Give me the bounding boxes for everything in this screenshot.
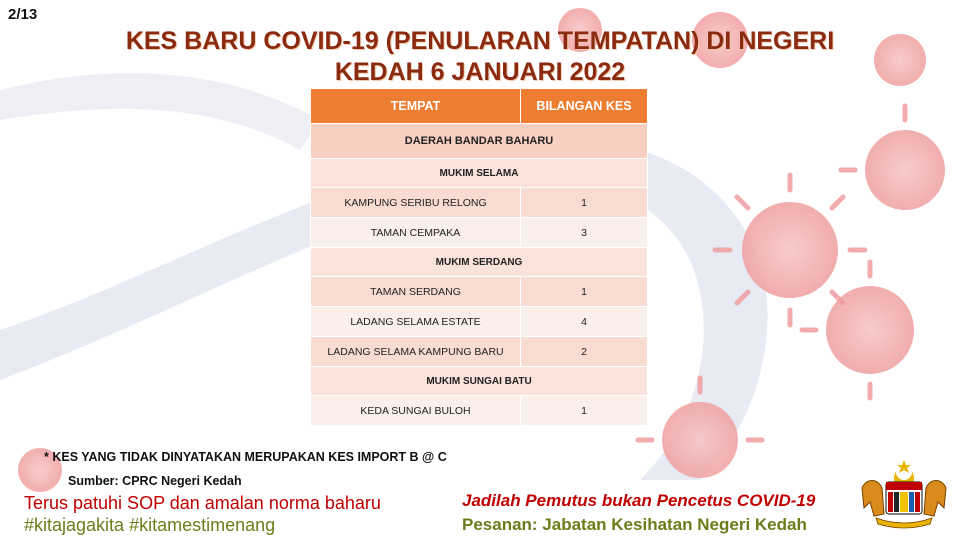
table-row [311, 277, 648, 307]
table-header-row [311, 89, 648, 124]
case-count: 1 [521, 188, 648, 218]
table-row [311, 307, 648, 337]
place-name: TAMAN SERDANG [311, 277, 521, 307]
sop-reminder: Terus patuhi SOP dan amalan norma baharu [24, 493, 381, 513]
district-name: DAERAH BANDAR BAHARU [311, 124, 648, 159]
case-count: 1 [521, 277, 648, 307]
place-name: KAMPUNG SERIBU RELONG [311, 188, 521, 218]
table-row [311, 396, 648, 426]
title-line-1: KES BARU COVID-19 (PENULARAN TEMPATAN) DI NEGERI [125, 27, 835, 55]
header-cases: BILANGAN KES [521, 89, 648, 124]
mukim-row [311, 159, 648, 188]
table-row [311, 337, 648, 367]
case-count: 4 [521, 307, 648, 337]
page-number: 2/13 [8, 6, 38, 23]
cases-table [310, 88, 648, 426]
mukim-name: MUKIM SELAMA [311, 159, 648, 188]
place-name: TAMAN CEMPAKA [311, 218, 521, 248]
source-text: Sumber: CPRC Negeri Kedah [68, 474, 242, 488]
message-source: Pesanan: Jabatan Kesihatan Negeri Kedah [462, 515, 807, 534]
slogan: Jadilah Pemutus bukan Pencetus COVID-19 [462, 491, 816, 510]
table-row [311, 218, 648, 248]
mukim-name: MUKIM SUNGAI BATU [311, 367, 648, 396]
case-count: 1 [521, 396, 648, 426]
district-row [311, 124, 648, 159]
mukim-name: MUKIM SERDANG [311, 248, 648, 277]
case-count: 3 [521, 218, 648, 248]
import-case-note: * KES YANG TIDAK DINYATAKAN MERUPAKAN KES IMPORT B @ C [44, 450, 447, 464]
place-name: LADANG SELAMA KAMPUNG BARU [311, 337, 521, 367]
place-name: KEDA SUNGAI BULOH [311, 396, 521, 426]
header-place: TEMPAT [311, 89, 521, 124]
table-row [311, 188, 648, 218]
mukim-row [311, 367, 648, 396]
hashtags: #kitajagakita #kitamestimenang [24, 515, 276, 535]
page-title [100, 26, 860, 88]
mukim-row [311, 248, 648, 277]
coat-of-arms-icon [856, 458, 952, 530]
place-name: LADANG SELAMA ESTATE [311, 307, 521, 337]
case-count: 2 [521, 337, 648, 367]
title-line-2: KEDAH 6 JANUARI 2022 [334, 58, 626, 86]
